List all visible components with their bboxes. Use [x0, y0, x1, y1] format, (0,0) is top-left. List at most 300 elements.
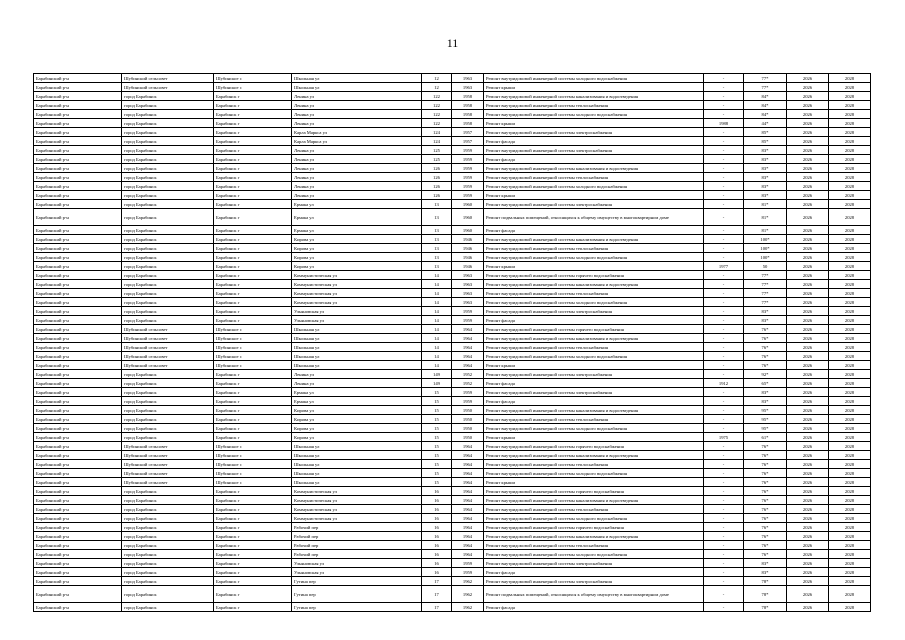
municipality-cell: Шубинский сельсовет — [122, 343, 214, 352]
end-year-cell: 2028 — [829, 235, 871, 244]
last-repair-year-cell: - — [704, 343, 744, 352]
street-cell: Ульяновская ул — [292, 559, 422, 568]
work-type-cell: Ремонт фасада — [484, 226, 704, 235]
table-row — [34, 164, 871, 173]
end-year-cell: 2028 — [829, 119, 871, 128]
start-year-cell: 2026 — [787, 146, 829, 155]
street-cell: Школьная ул — [292, 83, 422, 92]
settlement-cell: Барабинск г — [214, 603, 292, 612]
table-row — [34, 370, 871, 379]
settlement-cell: Барабинск г — [214, 119, 292, 128]
municipality-cell: город Барабинск — [122, 253, 214, 262]
work-type-cell: Ремонт внутридомовой инженерной системы электроснабжения — [484, 307, 704, 316]
district-cell: Барабинский р-н — [34, 244, 122, 253]
last-repair-year-cell: - — [704, 388, 744, 397]
settlement-cell: Барабинск г — [214, 235, 292, 244]
build-year-cell: 1964 — [452, 550, 484, 559]
work-type-cell: Ремонт крыши — [484, 478, 704, 487]
start-year-cell: 2026 — [787, 110, 829, 119]
table-row — [34, 379, 871, 388]
end-year-cell: 2028 — [829, 478, 871, 487]
settlement-cell: Барабинск г — [214, 433, 292, 442]
start-year-cell: 2026 — [787, 523, 829, 532]
settlement-cell: Барабинск г — [214, 559, 292, 568]
settlement-cell: Шубинское с — [214, 334, 292, 343]
district-cell: Барабинский р-н — [34, 496, 122, 505]
house-number-cell: 126 — [422, 182, 452, 191]
street-cell: Школьная ул — [292, 442, 422, 451]
municipality-cell: город Барабинск — [122, 235, 214, 244]
last-repair-year-cell: - — [704, 83, 744, 92]
district-cell: Барабинский р-н — [34, 325, 122, 334]
end-year-cell: 2028 — [829, 550, 871, 559]
street-cell: Коммунистическая ул — [292, 514, 422, 523]
start-year-cell: 2026 — [787, 253, 829, 262]
wear-percent-cell: 76* — [744, 514, 787, 523]
last-repair-year-cell: - — [704, 235, 744, 244]
house-number-cell: 124 — [422, 137, 452, 146]
wear-percent-cell: 83* — [744, 559, 787, 568]
settlement-cell: Шубинское с — [214, 343, 292, 352]
settlement-cell: Барабинск г — [214, 505, 292, 514]
start-year-cell: 2026 — [787, 541, 829, 550]
build-year-cell: 1957 — [452, 137, 484, 146]
build-year-cell: 1963 — [452, 74, 484, 83]
last-repair-year-cell: - — [704, 442, 744, 451]
wear-percent-cell: 65* — [744, 379, 787, 388]
work-type-cell: Ремонт внутридомовой инженерной системы теплоснабжения — [484, 460, 704, 469]
municipality-cell: город Барабинск — [122, 316, 214, 325]
table-row — [34, 559, 871, 568]
street-cell: Рабочий пер — [292, 523, 422, 532]
table-row — [34, 92, 871, 101]
build-year-cell: 1964 — [452, 505, 484, 514]
start-year-cell: 2026 — [787, 469, 829, 478]
start-year-cell: 2026 — [787, 173, 829, 182]
wear-percent-cell: 76* — [744, 505, 787, 514]
street-cell: Гутина пер — [292, 577, 422, 586]
last-repair-year-cell: - — [704, 155, 744, 164]
settlement-cell: Барабинск г — [214, 523, 292, 532]
settlement-cell: Барабинск г — [214, 146, 292, 155]
start-year-cell: 2026 — [787, 550, 829, 559]
end-year-cell: 2028 — [829, 523, 871, 532]
settlement-cell: Барабинск г — [214, 397, 292, 406]
build-year-cell: 1958 — [452, 92, 484, 101]
street-cell: Коммунистическая ул — [292, 505, 422, 514]
build-year-cell: 1959 — [452, 191, 484, 200]
start-year-cell: 2026 — [787, 442, 829, 451]
municipality-cell: город Барабинск — [122, 388, 214, 397]
last-repair-year-cell: 1912 — [704, 379, 744, 388]
municipality-cell: Шубинский сельсовет — [122, 361, 214, 370]
municipality-cell: Шубинский сельсовет — [122, 83, 214, 92]
district-cell: Барабинский р-н — [34, 487, 122, 496]
house-number-cell: 125 — [422, 146, 452, 155]
table-row — [34, 182, 871, 191]
house-number-cell: 122 — [422, 101, 452, 110]
wear-percent-cell: 78* — [744, 586, 787, 603]
table-row — [34, 128, 871, 137]
build-year-cell: 1959 — [452, 559, 484, 568]
district-cell: Барабинский р-н — [34, 532, 122, 541]
settlement-cell: Барабинск г — [214, 316, 292, 325]
last-repair-year-cell: - — [704, 586, 744, 603]
last-repair-year-cell: - — [704, 469, 744, 478]
end-year-cell: 2028 — [829, 397, 871, 406]
end-year-cell: 2028 — [829, 568, 871, 577]
start-year-cell: 2026 — [787, 83, 829, 92]
table-row — [34, 83, 871, 92]
work-type-cell: Ремонт внутридомовой инженерной системы холодного водоснабжения — [484, 74, 704, 83]
last-repair-year-cell: - — [704, 316, 744, 325]
end-year-cell: 2028 — [829, 74, 871, 83]
build-year-cell: 1963 — [452, 83, 484, 92]
build-year-cell: 1959 — [452, 388, 484, 397]
street-cell: Школьная ул — [292, 451, 422, 460]
build-year-cell: 1959 — [452, 146, 484, 155]
end-year-cell: 2028 — [829, 262, 871, 271]
table-row — [34, 209, 871, 226]
end-year-cell: 2028 — [829, 586, 871, 603]
settlement-cell: Барабинск г — [214, 191, 292, 200]
house-number-cell: 14 — [422, 307, 452, 316]
municipality-cell: город Барабинск — [122, 415, 214, 424]
settlement-cell: Барабинск г — [214, 128, 292, 137]
start-year-cell: 2026 — [787, 514, 829, 523]
start-year-cell: 2026 — [787, 352, 829, 361]
settlement-cell: Барабинск г — [214, 182, 292, 191]
table-row — [34, 532, 871, 541]
end-year-cell: 2028 — [829, 370, 871, 379]
house-number-cell: 14 — [422, 325, 452, 334]
last-repair-year-cell: - — [704, 74, 744, 83]
last-repair-year-cell: - — [704, 487, 744, 496]
last-repair-year-cell: - — [704, 496, 744, 505]
last-repair-year-cell: 1977 — [704, 262, 744, 271]
district-cell: Барабинский р-н — [34, 568, 122, 577]
start-year-cell: 2026 — [787, 325, 829, 334]
last-repair-year-cell: - — [704, 137, 744, 146]
settlement-cell: Шубинское с — [214, 83, 292, 92]
street-cell: Кирова ул — [292, 235, 422, 244]
start-year-cell: 2026 — [787, 74, 829, 83]
street-cell: Ленина ул — [292, 164, 422, 173]
municipality-cell: город Барабинск — [122, 155, 214, 164]
street-cell: Ермака ул — [292, 200, 422, 209]
build-year-cell: 1958 — [452, 119, 484, 128]
district-cell: Барабинский р-н — [34, 451, 122, 460]
end-year-cell: 2028 — [829, 307, 871, 316]
district-cell: Барабинский р-н — [34, 523, 122, 532]
last-repair-year-cell: - — [704, 397, 744, 406]
build-year-cell: 1952 — [452, 379, 484, 388]
start-year-cell: 2026 — [787, 209, 829, 226]
house-number-cell: 149 — [422, 379, 452, 388]
page-number: 11 — [446, 36, 459, 50]
wear-percent-cell: 76* — [744, 487, 787, 496]
work-type-cell: Ремонт внутридомовой инженерной системы канализования и водоотведения — [484, 92, 704, 101]
work-type-cell: Ремонт внутридомовой инженерной системы холодного водоснабжения — [484, 298, 704, 307]
table-row — [34, 469, 871, 478]
wear-percent-cell: 85* — [744, 128, 787, 137]
last-repair-year-cell: - — [704, 244, 744, 253]
street-cell: Школьная ул — [292, 460, 422, 469]
work-type-cell: Ремонт фасада — [484, 137, 704, 146]
district-cell: Барабинский р-н — [34, 343, 122, 352]
start-year-cell: 2026 — [787, 182, 829, 191]
municipality-cell: город Барабинск — [122, 397, 214, 406]
settlement-cell: Барабинск г — [214, 379, 292, 388]
street-cell: Кирова ул — [292, 244, 422, 253]
work-type-cell: Ремонт внутридомовой инженерной системы электроснабжения — [484, 200, 704, 209]
settlement-cell: Барабинск г — [214, 155, 292, 164]
wear-percent-cell: 83* — [744, 568, 787, 577]
settlement-cell: Шубинское с — [214, 74, 292, 83]
work-type-cell: Ремонт внутридомовой инженерной системы теплоснабжения — [484, 415, 704, 424]
table-row — [34, 361, 871, 370]
start-year-cell: 2026 — [787, 388, 829, 397]
district-cell: Барабинский р-н — [34, 397, 122, 406]
district-cell: Барабинский р-н — [34, 146, 122, 155]
table-row — [34, 586, 871, 603]
district-cell: Барабинский р-н — [34, 379, 122, 388]
work-type-cell: Ремонт внутридомовой инженерной системы канализования и водоотведения — [484, 451, 704, 460]
work-type-cell: Ремонт внутридомовой инженерной системы электроснабжения — [484, 559, 704, 568]
wear-percent-cell: 83* — [744, 173, 787, 182]
work-type-cell: Ремонт внутридомовой инженерной системы холодного водоснабжения — [484, 110, 704, 119]
work-type-cell: Ремонт крыши — [484, 191, 704, 200]
end-year-cell: 2028 — [829, 406, 871, 415]
end-year-cell: 2028 — [829, 226, 871, 235]
municipality-cell: город Барабинск — [122, 433, 214, 442]
district-cell: Барабинский р-н — [34, 388, 122, 397]
work-type-cell: Ремонт внутридомовой инженерной системы холодного водоснабжения — [484, 550, 704, 559]
house-number-cell: 16 — [422, 541, 452, 550]
settlement-cell: Барабинск г — [214, 514, 292, 523]
wear-percent-cell: 92* — [744, 370, 787, 379]
build-year-cell: 1963 — [452, 289, 484, 298]
build-year-cell: 1962 — [452, 603, 484, 612]
table-row — [34, 603, 871, 612]
build-year-cell: 1959 — [452, 316, 484, 325]
end-year-cell: 2028 — [829, 209, 871, 226]
house-number-cell: 14 — [422, 271, 452, 280]
end-year-cell: 2028 — [829, 253, 871, 262]
build-year-cell: 1959 — [452, 568, 484, 577]
street-cell: Ульяновская ул — [292, 307, 422, 316]
settlement-cell: Барабинск г — [214, 415, 292, 424]
wear-percent-cell: 76* — [744, 442, 787, 451]
last-repair-year-cell: - — [704, 550, 744, 559]
build-year-cell: 1959 — [452, 182, 484, 191]
work-type-cell: Ремонт фасада — [484, 379, 704, 388]
table-row — [34, 173, 871, 182]
end-year-cell: 2028 — [829, 352, 871, 361]
table-row — [34, 388, 871, 397]
district-cell: Барабинский р-н — [34, 478, 122, 487]
build-year-cell: 1962 — [452, 586, 484, 603]
street-cell: Рабочий пер — [292, 532, 422, 541]
end-year-cell: 2028 — [829, 415, 871, 424]
build-year-cell: 1946 — [452, 244, 484, 253]
district-cell: Барабинский р-н — [34, 137, 122, 146]
build-year-cell: 1946 — [452, 235, 484, 244]
end-year-cell: 2028 — [829, 164, 871, 173]
street-cell: Ленина ул — [292, 370, 422, 379]
work-type-cell: Ремонт внутридомовой инженерной системы холодного водоснабжения — [484, 182, 704, 191]
table-row — [34, 298, 871, 307]
table-row — [34, 200, 871, 209]
street-cell: Ленина ул — [292, 110, 422, 119]
last-repair-year-cell: - — [704, 568, 744, 577]
street-cell: Кирова ул — [292, 406, 422, 415]
settlement-cell: Барабинск г — [214, 577, 292, 586]
end-year-cell: 2028 — [829, 442, 871, 451]
last-repair-year-cell: - — [704, 128, 744, 137]
table-row — [34, 74, 871, 83]
last-repair-year-cell: - — [704, 325, 744, 334]
street-cell: Ермака ул — [292, 226, 422, 235]
start-year-cell: 2026 — [787, 433, 829, 442]
start-year-cell: 2026 — [787, 226, 829, 235]
house-number-cell: 122 — [422, 110, 452, 119]
municipality-cell: город Барабинск — [122, 119, 214, 128]
build-year-cell: 1958 — [452, 110, 484, 119]
house-number-cell: 126 — [422, 173, 452, 182]
work-type-cell: Ремонт внутридомовой инженерной системы теплоснабжения — [484, 173, 704, 182]
house-number-cell: 15 — [422, 478, 452, 487]
house-number-cell: 16 — [422, 532, 452, 541]
start-year-cell: 2026 — [787, 478, 829, 487]
municipality-cell: город Барабинск — [122, 379, 214, 388]
start-year-cell: 2026 — [787, 244, 829, 253]
last-repair-year-cell: - — [704, 191, 744, 200]
street-cell: Коммунистическая ул — [292, 271, 422, 280]
street-cell: Кирова ул — [292, 415, 422, 424]
start-year-cell: 2026 — [787, 155, 829, 164]
wear-percent-cell: 84* — [744, 110, 787, 119]
house-number-cell: 15 — [422, 388, 452, 397]
work-type-cell: Ремонт внутридомовой инженерной системы теплоснабжения — [484, 343, 704, 352]
last-repair-year-cell: - — [704, 451, 744, 460]
street-cell: Школьная ул — [292, 478, 422, 487]
wear-percent-cell: 77* — [744, 83, 787, 92]
build-year-cell: 1964 — [452, 532, 484, 541]
end-year-cell: 2028 — [829, 101, 871, 110]
municipality-cell: город Барабинск — [122, 505, 214, 514]
end-year-cell: 2028 — [829, 137, 871, 146]
district-cell: Барабинский р-н — [34, 370, 122, 379]
house-number-cell: 15 — [422, 397, 452, 406]
municipality-cell: Шубинский сельсовет — [122, 352, 214, 361]
house-number-cell: 16 — [422, 487, 452, 496]
build-year-cell: 1964 — [452, 514, 484, 523]
municipality-cell: город Барабинск — [122, 137, 214, 146]
house-number-cell: 16 — [422, 559, 452, 568]
end-year-cell: 2028 — [829, 83, 871, 92]
municipality-cell: город Барабинск — [122, 487, 214, 496]
last-repair-year-cell: - — [704, 370, 744, 379]
start-year-cell: 2026 — [787, 191, 829, 200]
last-repair-year-cell: - — [704, 173, 744, 182]
municipality-cell: город Барабинск — [122, 271, 214, 280]
district-cell: Барабинский р-н — [34, 191, 122, 200]
work-type-cell: Ремонт внутридомовой инженерной системы канализования и водоотведения — [484, 406, 704, 415]
wear-percent-cell: 83* — [744, 307, 787, 316]
settlement-cell: Барабинск г — [214, 209, 292, 226]
end-year-cell: 2028 — [829, 469, 871, 478]
house-number-cell: 122 — [422, 92, 452, 101]
start-year-cell: 2026 — [787, 415, 829, 424]
work-type-cell: Ремонт внутридомовой инженерной системы теплоснабжения — [484, 244, 704, 253]
table-row — [34, 424, 871, 433]
settlement-cell: Барабинск г — [214, 173, 292, 182]
wear-percent-cell: 85* — [744, 137, 787, 146]
house-number-cell: 13 — [422, 244, 452, 253]
street-cell: Школьная ул — [292, 352, 422, 361]
table-row — [34, 146, 871, 155]
street-cell: Ульяновская ул — [292, 568, 422, 577]
table-row — [34, 235, 871, 244]
table-row — [34, 487, 871, 496]
house-number-cell: 13 — [422, 262, 452, 271]
district-cell: Барабинский р-н — [34, 262, 122, 271]
wear-percent-cell: 76* — [744, 478, 787, 487]
work-type-cell: Ремонт внутридомовой инженерной системы электроснабжения — [484, 128, 704, 137]
wear-percent-cell: 83* — [744, 388, 787, 397]
district-cell: Барабинский р-н — [34, 119, 122, 128]
work-type-cell: Ремонт внутридомовой инженерной системы холодного водоснабжения — [484, 352, 704, 361]
work-type-cell: Ремонт внутридомовой инженерной системы канализования и водоотведения — [484, 280, 704, 289]
work-type-cell: Ремонт фасада — [484, 603, 704, 612]
end-year-cell: 2028 — [829, 343, 871, 352]
municipality-cell: Шубинский сельсовет — [122, 334, 214, 343]
municipality-cell: город Барабинск — [122, 541, 214, 550]
start-year-cell: 2026 — [787, 280, 829, 289]
district-cell: Барабинский р-н — [34, 280, 122, 289]
settlement-cell: Барабинск г — [214, 200, 292, 209]
last-repair-year-cell: - — [704, 182, 744, 191]
build-year-cell: 1946 — [452, 262, 484, 271]
table-row — [34, 523, 871, 532]
settlement-cell: Барабинск г — [214, 262, 292, 271]
work-type-cell: Ремонт фасада — [484, 316, 704, 325]
wear-percent-cell: 76* — [744, 460, 787, 469]
wear-percent-cell: 95* — [744, 406, 787, 415]
table-row — [34, 271, 871, 280]
start-year-cell: 2026 — [787, 577, 829, 586]
end-year-cell: 2028 — [829, 424, 871, 433]
municipality-cell: город Барабинск — [122, 559, 214, 568]
table-row — [34, 352, 871, 361]
build-year-cell: 1960 — [452, 200, 484, 209]
district-cell: Барабинский р-н — [34, 83, 122, 92]
municipality-cell: Шубинский сельсовет — [122, 74, 214, 83]
last-repair-year-cell: - — [704, 298, 744, 307]
last-repair-year-cell: - — [704, 559, 744, 568]
settlement-cell: Барабинск г — [214, 307, 292, 316]
settlement-cell: Барабинск г — [214, 280, 292, 289]
start-year-cell: 2026 — [787, 603, 829, 612]
work-type-cell: Ремонт внутридомовой инженерной системы канализования и водоотведения — [484, 532, 704, 541]
repair-schedule-table — [33, 73, 871, 612]
street-cell: Рабочий пер — [292, 541, 422, 550]
table-row — [34, 119, 871, 128]
settlement-cell: Шубинское с — [214, 361, 292, 370]
table-row — [34, 505, 871, 514]
end-year-cell: 2028 — [829, 460, 871, 469]
